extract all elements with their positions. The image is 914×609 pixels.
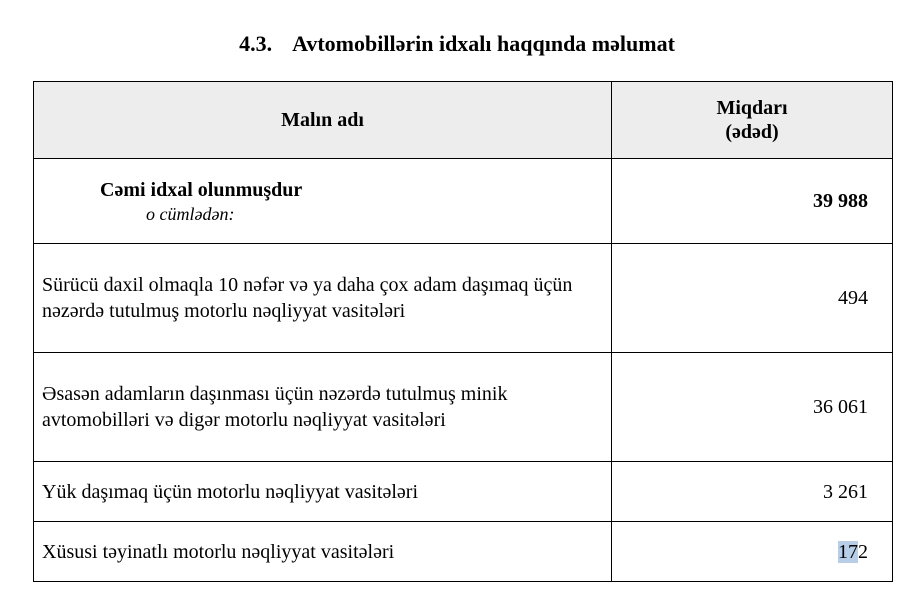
- total-label-cell: [34, 159, 612, 244]
- row-label: Xüsusi təyinatlı motorlu nəqliyyat vasitələri: [34, 522, 612, 582]
- selected-text[interactable]: 17: [838, 540, 858, 563]
- row-label: Yük daşımaq üçün motorlu nəqliyyat vasitələri: [34, 462, 612, 522]
- total-sublabel: o cümlədən:: [146, 204, 235, 224]
- row-value: 3 261: [612, 462, 893, 522]
- table-row: [34, 244, 893, 353]
- section-title-text: Avtomobillərin idxalı haqqında məlumat: [292, 31, 675, 56]
- row-value: [612, 522, 893, 582]
- table-row: [34, 462, 893, 522]
- row-value-rest: 2: [858, 540, 868, 563]
- header-quantity-label: Miqdarı: [716, 97, 788, 119]
- header-name: Malın adı: [34, 82, 612, 159]
- row-label: Sürücü daxil olmaqla 10 nəfər və ya daha çox adam daşımaq üçün nəzərdə tutulmuş motorlu nəqliyyat vasitələri: [34, 244, 612, 353]
- table-row: [34, 353, 893, 462]
- row-label: Əsasən adamların daşınması üçün nəzərdə tutulmuş minik avtomobilləri və digər motorlu nəqliyyat vasitələri: [34, 353, 612, 462]
- total-row: [34, 159, 893, 244]
- section-number: 4.3.: [239, 31, 273, 56]
- section-title: [0, 30, 914, 58]
- import-table: [33, 81, 893, 582]
- total-label: Cəmi idxal olunmuşdur: [100, 179, 303, 201]
- row-value: 494: [612, 244, 893, 353]
- header-quantity-unit: (ədəd): [725, 121, 779, 143]
- table-header-row: [34, 82, 893, 159]
- header-quantity: [612, 82, 893, 159]
- row-value: 36 061: [612, 353, 893, 462]
- total-value: 39 988: [612, 159, 893, 244]
- table-row: [34, 522, 893, 582]
